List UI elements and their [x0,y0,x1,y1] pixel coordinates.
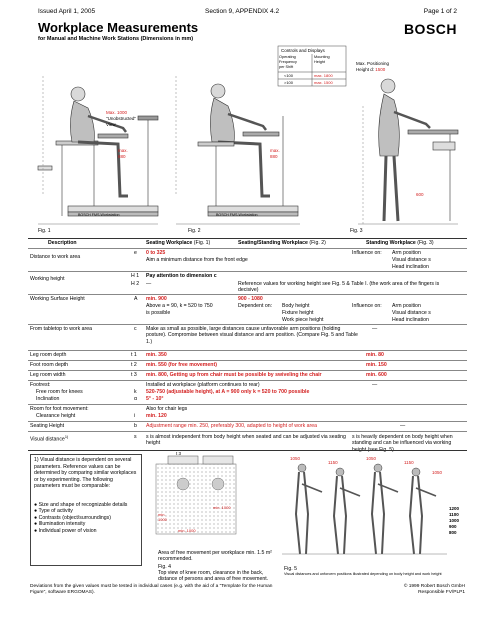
bosch-logo: BOSCH [403,21,457,37]
svg-text:1000: 1000 [158,517,167,522]
fig1-platform: BOSCH FMS-Workstation [78,213,120,217]
fig3-label: Fig. 3 [350,228,363,234]
row-legroom-label: Leg room depth [30,352,67,358]
fig5-height-label: 1100 [449,512,459,517]
fig5-height-label: 900 [449,524,457,529]
svg-text:Height: Height [314,60,325,64]
fig5-height-label: 1200 [449,506,460,511]
fig1-seated-worker [38,76,158,224]
fig3-600: 600 [416,192,424,197]
page-subtitle: for Manual and Machine Work Stations (Dimensions in mm) [38,36,194,42]
page-title: Workplace Measurements [38,20,199,35]
footer-note: Deviations from the given values must be tested in individual cases (e.g. with the aid of a "Template for the Human Figure", software ERGOMAS). [30,584,273,595]
fig4-t3: t 3 [176,451,182,456]
row-footmove-label: Room for foot movement: [30,406,89,412]
row-footroom-label: Foot room depth [30,362,69,368]
svg-text:Height d: 1500: Height d: 1500 [356,67,386,72]
fig5-person [296,464,322,554]
fig3-max-line1: Max. Positioning [356,61,390,66]
svg-text:per Shift: per Shift [279,65,294,69]
row-legwidth-label: Leg room width [30,372,66,378]
svg-text:880: 880 [118,154,126,159]
page-number: Page 1 of 2 [423,8,457,15]
fig4-caption: Area of free movement per workplace min. 1.5 m² recommended. [158,550,272,563]
fig5-top-label: 1050 [432,470,443,475]
fig4-desc: Top view of knee room, clearance in the back, distance of persons and area of free movement. [158,570,269,583]
fig3-standing-worker [358,79,458,224]
fig5-top-label: 1050 [366,456,377,461]
footnote-bullet: ● Individual power of vision [34,527,97,534]
row-tabletop-label: From tabletop to work area [30,326,92,332]
fig5-body-heights [282,454,467,564]
footnote-intro: 1) Visual distance is dependent on several parameters. Reference values can be determined by comparing similar workplaces or by experimenting. The following parameters must be comparable: [34,457,137,490]
svg-text:Mounting: Mounting [314,55,330,59]
svg-text:min. 1000: min. 1000 [178,528,196,533]
fig2-sitstand-worker [176,76,300,224]
fig5-person [372,464,398,554]
col-head-sitstand: Seating/Standing Workplace (Fig. 2) [238,240,326,246]
workplace-figures [38,46,458,234]
ctrl-table-title: Controls and Displays [281,48,325,53]
footer-copyright: © 1999 Robert Bosch GmbH [403,584,465,589]
svg-text:BOSCH FMS-Workstation: BOSCH FMS-Workstation [216,213,258,217]
svg-text:max. 1800: max. 1800 [314,73,333,78]
row-visual-label: Visual distance$^{1)}$ [30,435,69,443]
footnote-bullet: ● Contrasts (object/surroundings) [34,514,111,521]
row-seat-label: Seating Height [30,423,65,429]
fig5-desc: Visual distances and unforcem positions illustrated depending on body height and work height [284,572,442,576]
issued-date: Issued April 1, 2005 [38,8,96,15]
svg-text:min.: min. [158,512,166,517]
svg-text:min. 1000: min. 1000 [213,505,231,510]
footer-responsible: Responsible FV/PLP1 [418,590,465,595]
row-working-height-label: Working height [30,276,65,282]
svg-text:880: 880 [270,154,278,159]
footnote-bullet: ● Type of activity [34,508,73,515]
fig4-top-view [148,451,278,549]
footnote-bullet: ● Size and shape of recognizable details [34,502,128,508]
section-label: Section 9, APPENDIX 4.2 [205,8,280,15]
fig2-max: max. [270,148,280,153]
fig2-label: Fig. 2 [188,228,201,234]
svg-text:<100: <100 [284,73,294,78]
row-surface-label: Working Surface Height [30,296,85,302]
row-distance-value: 0 to 325 [146,250,166,256]
fig1-label: Fig. 1 [38,228,51,234]
svg-text:>100: >100 [284,80,294,85]
col-head-seating: Seating Workplace (Fig. 1) [146,240,211,246]
fig5-person [334,468,360,554]
fig4-title: Fig. 4 [158,564,171,570]
fig5-top-label: 1150 [404,460,414,465]
fig5-title: Fig. 5 [284,566,297,572]
fig5-top-label: 1150 [328,460,338,465]
fig5-person [410,468,436,554]
col-head-standing: Standing Workplace (Fig. 3) [366,240,434,246]
col-head-description: Description [48,240,77,246]
fig1-note-line1: Max. 1000 [106,110,128,115]
footnote-bullet: ● Illumination intensity [34,521,86,528]
fig5-height-label: 800 [449,530,457,535]
fig1-note-line3: View [106,122,116,127]
fig5-height-label: 1000 [449,518,460,523]
fig1-max: max. [118,148,128,153]
svg-text:max. 1500: max. 1500 [314,80,333,85]
fig5-top-label: 1050 [290,456,301,461]
row-distance-label: Distance to work area [30,254,81,260]
footnote-bullets [34,502,138,534]
svg-text:Frequency: Frequency [279,60,297,64]
row-footrest-label: Footrest: [30,382,51,388]
svg-text:Operating: Operating [279,55,296,59]
fig1-note-line2: "Unobstructed" [106,116,136,121]
